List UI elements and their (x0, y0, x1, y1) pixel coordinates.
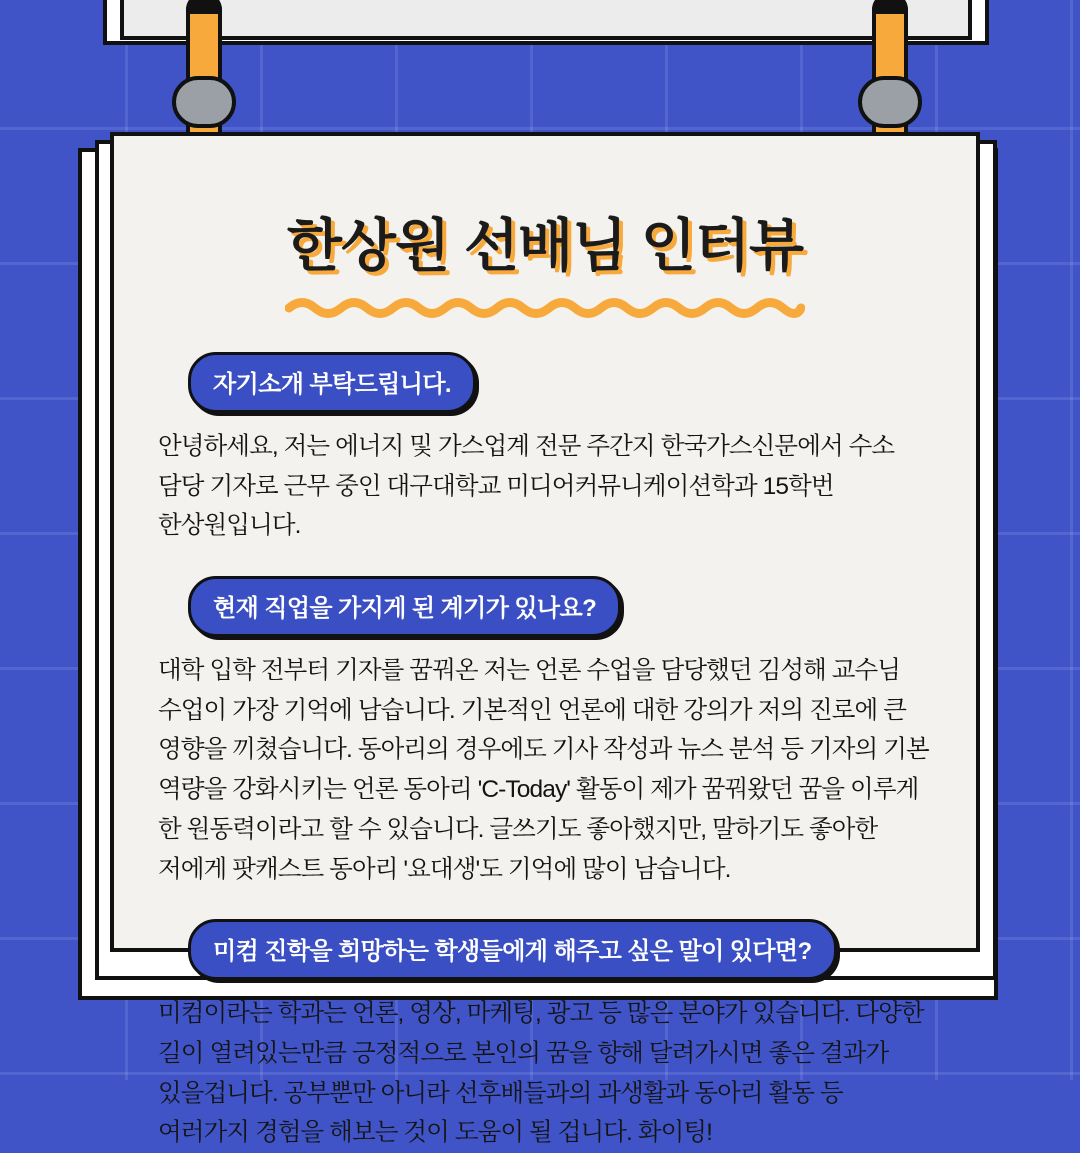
answer-text-1: 안녕하세요, 저는 에너지 및 가스업계 전문 주간지 한국가스신문에서 수소 담당 기자로 근무 중인 대구대학교 미디어커뮤니케이션학과 15학번 한상원입니다. (158, 433, 895, 540)
qa-block-1 (150, 352, 940, 546)
answer-text-2: 대학 입학 전부터 기자를 꿈꿔온 저는 언론 수업을 담당했던 김성해 교수님 수업이 가장 기억에 남습니다. 기본적인 언론에 대한 강의가 저의 진로에 큰 영향을 끼쳤습니다. 동아리의 경우에도 기사 작성과 뉴스 분석 등 기자의 기본 역량을 강화시키는 언론 동아리 'C-Today' 활동이 제가 꿈꿔왔던 꿈을 이루게 한 원동력이라고 할 수 있습니다. 글쓰기도 좋아했지만, 말하기도 좋아한 저에게 팟캐스트 동아리 '요대생'도 기억에 많이 남습니다. (158, 657, 929, 883)
background-paper (120, 0, 972, 40)
interview-card (110, 132, 980, 1147)
qa-block-3 (150, 919, 940, 1153)
clip-cap-top (186, 0, 222, 14)
answer-text-3: 미컴이라는 학과는 언론, 영상, 마케팅, 광고 등 많은 분야가 있습니다. 다양한 길이 열려있는만큼 긍정적으로 본인의 꿈을 향해 달려가시면 좋은 결과가 있을겁니다. 공부뿐만 아니라 선후배들과의 과생활과 동아리 활동 등 여러가지 경험을 해보는 것이 도움이 될 겁니다. 화이팅! (158, 1000, 924, 1147)
question-pill-2: 현재 직업을 가지게 된 계기가 있나요? (188, 576, 621, 637)
page-title: 한상원 선배님 인터뷰 (286, 214, 804, 278)
clip-knob (858, 76, 922, 128)
clip-knob (172, 76, 236, 128)
question-pill-3: 미컴 진학을 희망하는 학생들에게 해주고 싶은 말이 있다면? (188, 919, 837, 980)
clip-cap-top (872, 0, 908, 14)
question-pill-1: 자기소개 부탁드립니다. (188, 352, 476, 413)
qa-block-2 (150, 576, 940, 889)
squiggle-underline-decoration (285, 296, 805, 318)
